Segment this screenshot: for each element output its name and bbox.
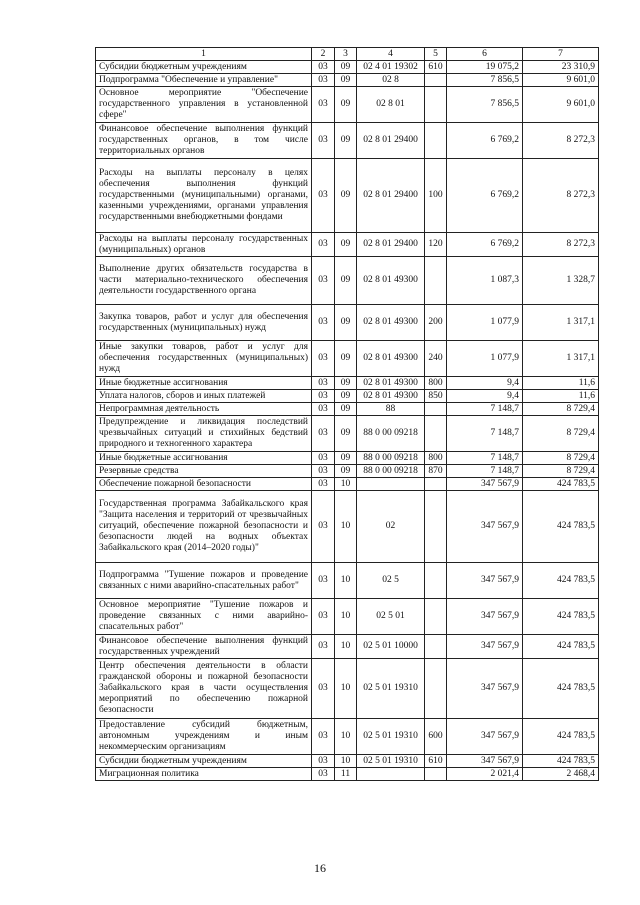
row-subsection: 10: [335, 719, 357, 755]
row-expense-type: 600: [425, 719, 447, 755]
row-name: Подпрограмма "Обеспечение и управление": [96, 74, 312, 87]
row-value-col6: 19 075,2: [447, 61, 523, 74]
row-name: Финансовое обеспечение выполнения функций государственных органов, в том числе территориальных органов: [96, 123, 312, 159]
row-value-col7: 8 272,3: [523, 233, 599, 257]
table-row: [96, 465, 599, 478]
row-value-col7: 8 729,4: [523, 452, 599, 465]
table-row: [96, 74, 599, 87]
column-header-5: 5: [425, 48, 447, 61]
row-value-col6: 7 148,7: [447, 403, 523, 416]
row-subsection: 10: [335, 659, 357, 719]
row-name: Непрограммная деятельность: [96, 403, 312, 416]
row-value-col7: 8 272,3: [523, 159, 599, 233]
column-header-2: 2: [312, 48, 335, 61]
row-expense-type: [425, 257, 447, 305]
row-expense-type: [425, 87, 447, 123]
row-value-col7: 9 601,0: [523, 74, 599, 87]
row-subsection: 10: [335, 478, 357, 491]
row-name: Уплата налогов, сборов и иных платежей: [96, 390, 312, 403]
row-value-col7: 11,6: [523, 390, 599, 403]
row-section: 03: [312, 159, 335, 233]
row-subsection: 09: [335, 233, 357, 257]
table-row: [96, 452, 599, 465]
row-section: 03: [312, 478, 335, 491]
row-target-code: 02: [357, 491, 425, 563]
row-expense-type: [425, 403, 447, 416]
row-name: Обеспечение пожарной безопасности: [96, 478, 312, 491]
row-value-col7: 1 328,7: [523, 257, 599, 305]
column-header-3: 3: [335, 48, 357, 61]
table-header-row: [96, 48, 599, 61]
table-row: [96, 61, 599, 74]
row-expense-type: 800: [425, 452, 447, 465]
row-section: 03: [312, 305, 335, 341]
table-row: [96, 659, 599, 719]
row-expense-type: 610: [425, 755, 447, 768]
row-value-col7: 9 601,0: [523, 87, 599, 123]
row-target-code: 02 8 01 29400: [357, 159, 425, 233]
row-name: Резервные средства: [96, 465, 312, 478]
row-subsection: 09: [335, 403, 357, 416]
row-section: 03: [312, 257, 335, 305]
table-row: [96, 377, 599, 390]
table-row: [96, 341, 599, 377]
table-row: [96, 768, 599, 781]
row-section: 03: [312, 123, 335, 159]
row-target-code: 02 5 01: [357, 599, 425, 635]
row-subsection: 09: [335, 390, 357, 403]
row-value-col6: 9,4: [447, 390, 523, 403]
row-section: 03: [312, 768, 335, 781]
row-subsection: 09: [335, 159, 357, 233]
row-section: 03: [312, 233, 335, 257]
row-name: Предупреждение и ликвидация последствий чрезвычайных ситуаций и стихийных бедствий природного и техногенного характера: [96, 416, 312, 452]
row-section: 03: [312, 416, 335, 452]
budget-table: [95, 47, 599, 781]
row-expense-type: [425, 599, 447, 635]
row-target-code: 02 8: [357, 74, 425, 87]
row-subsection: 09: [335, 123, 357, 159]
table-row: [96, 123, 599, 159]
row-section: 03: [312, 659, 335, 719]
table-row: [96, 491, 599, 563]
row-value-col6: 347 567,9: [447, 635, 523, 659]
row-value-col7: 424 783,5: [523, 659, 599, 719]
row-value-col6: 347 567,9: [447, 599, 523, 635]
row-subsection: 09: [335, 257, 357, 305]
row-value-col6: 2 021,4: [447, 768, 523, 781]
column-header-4: 4: [357, 48, 425, 61]
row-expense-type: [425, 478, 447, 491]
table-row: [96, 599, 599, 635]
row-section: 03: [312, 341, 335, 377]
row-name: Иные закупки товаров, работ и услуг для обеспечения государственных (муниципальных) нужд: [96, 341, 312, 377]
row-value-col6: 7 148,7: [447, 416, 523, 452]
row-expense-type: [425, 659, 447, 719]
row-value-col6: 347 567,9: [447, 478, 523, 491]
row-value-col6: 6 769,2: [447, 159, 523, 233]
table-row: [96, 416, 599, 452]
row-name: Государственная программа Забайкальского края "Защита населения и территорий от чрезвычайных ситуаций, обеспечение пожарной безопасности и безопасности людей на водных объектах Забайкальского края (2014–2020 годы)": [96, 491, 312, 563]
table-row: [96, 563, 599, 599]
row-subsection: 09: [335, 465, 357, 478]
row-target-code: 02 8 01 29400: [357, 123, 425, 159]
row-expense-type: 850: [425, 390, 447, 403]
row-name: Субсидии бюджетным учреждениям: [96, 61, 312, 74]
row-value-col6: 347 567,9: [447, 755, 523, 768]
page-number: 16: [314, 861, 326, 875]
row-value-col7: 8 729,4: [523, 465, 599, 478]
row-subsection: 09: [335, 87, 357, 123]
row-expense-type: [425, 768, 447, 781]
row-name: Иные бюджетные ассигнования: [96, 377, 312, 390]
row-expense-type: 240: [425, 341, 447, 377]
row-section: 03: [312, 755, 335, 768]
row-target-code: 02 5: [357, 563, 425, 599]
table-row: [96, 233, 599, 257]
row-value-col7: 424 783,5: [523, 478, 599, 491]
table-row: [96, 305, 599, 341]
row-value-col6: 6 769,2: [447, 123, 523, 159]
row-value-col7: 8 729,4: [523, 416, 599, 452]
row-value-col6: 7 148,7: [447, 465, 523, 478]
row-expense-type: 200: [425, 305, 447, 341]
row-value-col6: 347 567,9: [447, 659, 523, 719]
row-expense-type: 120: [425, 233, 447, 257]
table-row: [96, 478, 599, 491]
row-section: 03: [312, 491, 335, 563]
row-expense-type: [425, 123, 447, 159]
row-value-col6: 6 769,2: [447, 233, 523, 257]
row-section: 03: [312, 719, 335, 755]
row-value-col6: 7 856,5: [447, 74, 523, 87]
row-section: 03: [312, 377, 335, 390]
row-target-code: 88 0 00 09218: [357, 452, 425, 465]
row-target-code: 88: [357, 403, 425, 416]
row-target-code: 02 8 01 49300: [357, 305, 425, 341]
row-target-code: 02 8 01: [357, 87, 425, 123]
row-section: 03: [312, 61, 335, 74]
row-name: Расходы на выплаты персоналу в целях обеспечения выполнения функций государственными (муниципальными) органами, казенными учреждениями, органами управления государственными внебюджетными фондами: [96, 159, 312, 233]
row-value-col7: 424 783,5: [523, 491, 599, 563]
row-section: 03: [312, 87, 335, 123]
row-value-col7: 1 317,1: [523, 341, 599, 377]
row-expense-type: 100: [425, 159, 447, 233]
row-name: Основное мероприятие "Тушение пожаров и проведение связанных с ними аварийно-спасательных работ": [96, 599, 312, 635]
row-subsection: 09: [335, 341, 357, 377]
row-value-col6: 1 077,9: [447, 341, 523, 377]
row-subsection: 10: [335, 755, 357, 768]
row-target-code: [357, 768, 425, 781]
row-value-col6: 1 077,9: [447, 305, 523, 341]
row-expense-type: [425, 74, 447, 87]
row-name: Предоставление субсидий бюджетным, автономным учреждениям и иным некоммерческим организациям: [96, 719, 312, 755]
row-value-col6: 347 567,9: [447, 719, 523, 755]
row-name: Основное мероприятие "Обеспечение государственного управления в установленной сфере": [96, 87, 312, 123]
table-row: [96, 635, 599, 659]
row-name: Финансовое обеспечение выполнения функций государственных учреждений: [96, 635, 312, 659]
row-value-col7: 8 272,3: [523, 123, 599, 159]
row-value-col7: 8 729,4: [523, 403, 599, 416]
row-value-col7: 1 317,1: [523, 305, 599, 341]
row-subsection: 09: [335, 416, 357, 452]
row-value-col7: 424 783,5: [523, 563, 599, 599]
row-target-code: 02 8 01 49300: [357, 377, 425, 390]
row-expense-type: 610: [425, 61, 447, 74]
row-name: Расходы на выплаты персоналу государственных (муниципальных) органов: [96, 233, 312, 257]
row-value-col7: 424 783,5: [523, 719, 599, 755]
row-section: 03: [312, 635, 335, 659]
row-name: Субсидии бюджетным учреждениям: [96, 755, 312, 768]
row-target-code: 02 4 01 19302: [357, 61, 425, 74]
row-value-col7: 424 783,5: [523, 755, 599, 768]
row-target-code: 02 5 01 19310: [357, 659, 425, 719]
row-subsection: 09: [335, 61, 357, 74]
row-target-code: 02 8 01 49300: [357, 341, 425, 377]
row-name: Выполнение других обязательств государства в части материально-технического обеспечения деятельности государственного органа: [96, 257, 312, 305]
row-target-code: 02 5 01 19310: [357, 719, 425, 755]
row-section: 03: [312, 563, 335, 599]
row-target-code: 02 5 01 10000: [357, 635, 425, 659]
row-expense-type: [425, 491, 447, 563]
row-name: Подпрограмма "Тушение пожаров и проведение связанных с ними аварийно-спасательных работ": [96, 563, 312, 599]
column-header-6: 6: [447, 48, 523, 61]
row-subsection: 10: [335, 563, 357, 599]
row-expense-type: 870: [425, 465, 447, 478]
row-target-code: 88 0 00 09218: [357, 416, 425, 452]
row-name: Центр обеспечения деятельности в области гражданской обороны и пожарной безопасности Забайкальского края в части осуществления мероприятий по обеспечению пожарной безопасности: [96, 659, 312, 719]
column-header-1: 1: [96, 48, 312, 61]
table-row: [96, 257, 599, 305]
table-row: [96, 87, 599, 123]
row-value-col7: 2 468,4: [523, 768, 599, 781]
row-subsection: 10: [335, 491, 357, 563]
row-section: 03: [312, 599, 335, 635]
row-value-col6: 9,4: [447, 377, 523, 390]
table-row: [96, 755, 599, 768]
row-subsection: 09: [335, 452, 357, 465]
row-subsection: 09: [335, 74, 357, 87]
table-row: [96, 719, 599, 755]
row-value-col7: 23 310,9: [523, 61, 599, 74]
row-value-col6: 7 856,5: [447, 87, 523, 123]
row-target-code: [357, 478, 425, 491]
row-section: 03: [312, 74, 335, 87]
row-name: Иные бюджетные ассигнования: [96, 452, 312, 465]
row-target-code: 02 8 01 29400: [357, 233, 425, 257]
row-subsection: 10: [335, 599, 357, 635]
row-expense-type: [425, 635, 447, 659]
row-name: Закупка товаров, работ и услуг для обеспечения государственных (муниципальных) нужд: [96, 305, 312, 341]
row-target-code: 88 0 00 09218: [357, 465, 425, 478]
row-value-col6: 1 087,3: [447, 257, 523, 305]
row-section: 03: [312, 403, 335, 416]
row-subsection: 09: [335, 377, 357, 390]
row-value-col6: 7 148,7: [447, 452, 523, 465]
row-name: Миграционная политика: [96, 768, 312, 781]
row-target-code: 02 8 01 49300: [357, 257, 425, 305]
row-value-col6: 347 567,9: [447, 563, 523, 599]
row-subsection: 09: [335, 305, 357, 341]
row-section: 03: [312, 390, 335, 403]
row-expense-type: [425, 563, 447, 599]
row-section: 03: [312, 465, 335, 478]
row-expense-type: [425, 416, 447, 452]
column-header-7: 7: [523, 48, 599, 61]
row-target-code: 02 5 01 19310: [357, 755, 425, 768]
row-subsection: 10: [335, 635, 357, 659]
row-expense-type: 800: [425, 377, 447, 390]
row-subsection: 11: [335, 768, 357, 781]
row-value-col7: 424 783,5: [523, 635, 599, 659]
row-value-col6: 347 567,9: [447, 491, 523, 563]
row-target-code: 02 8 01 49300: [357, 390, 425, 403]
table-row: [96, 159, 599, 233]
row-section: 03: [312, 452, 335, 465]
table-row: [96, 403, 599, 416]
row-value-col7: 424 783,5: [523, 599, 599, 635]
row-value-col7: 11,6: [523, 377, 599, 390]
table-row: [96, 390, 599, 403]
